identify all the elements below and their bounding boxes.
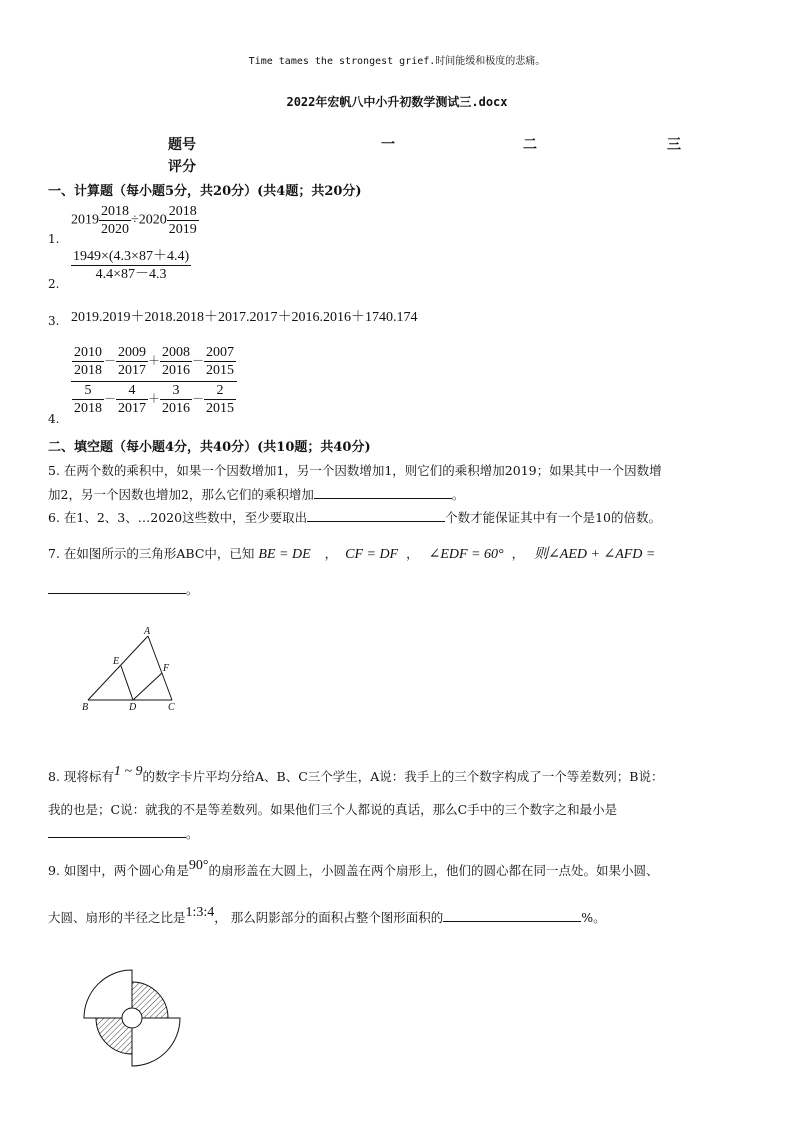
q4-bottom-fraction: $\frac{4}{2017}$: [118, 383, 147, 416]
q8-line1: 8. 现将标有1 ~ 9的数字卡片平均分给A、B、C三个学生，A说：我手上的三个数字构成了一个等差数列；B说：: [48, 764, 664, 784]
q5-answer-blank[interactable]: [314, 486, 452, 499]
section2-heading: 二、填空题（每小题4分，共40分）(共10题；共40分): [48, 440, 371, 455]
header-note: Time tames the strongest grief.时间能缓和极度的悲痛。: [248, 56, 546, 67]
q9-answer-blank[interactable]: [443, 909, 581, 922]
q3-number: 3.: [48, 314, 60, 328]
q6-answer-blank[interactable]: [307, 509, 445, 522]
q9-circle-figure: [80, 966, 184, 1070]
q9-line1: 9. 如图中，两个圆心角是90°的扇形盖在大圆上，小圆盖在两个扇形上，他们的圆心都在同一点处。如果小圆、: [48, 858, 659, 878]
score-table-col-2: 二: [523, 137, 537, 153]
q4-top-op: －: [192, 353, 205, 368]
q4-bottom-op: ＋: [148, 391, 161, 406]
q4-bottom-op: －: [192, 391, 205, 406]
q4-expression: [71, 344, 237, 419]
label-d: D: [129, 702, 137, 713]
q9-angle: 90°: [188, 858, 209, 873]
q4-big-denominator: [71, 382, 237, 419]
q1-b-whole: 2020: [138, 212, 167, 228]
q2-fraction: $\frac{1949\times(4.3\times 87+4.4)}{4.4\times 87-4.3}$: [73, 249, 190, 282]
score-table-col-label: 题号: [168, 137, 196, 153]
q4-top-fraction: $\frac{2008}{2016}$: [162, 345, 191, 378]
q1-b-fraction: $\frac{2018}{2019}$: [168, 204, 197, 237]
q5-line1: 5. 在两个数的乘积中，如果一个因数增加1，另一个因数增加1，则它们的乘积增加2019；如果其中一个因数增: [48, 463, 662, 478]
q7-question: 则∠AED + ∠AFD =: [534, 547, 656, 562]
document-title: 2022年宏帆八中小升初数学测试三.docx: [286, 95, 508, 109]
q4-top-fraction: $\frac{2010}{2018}$: [74, 345, 102, 378]
small-circle: [122, 1008, 142, 1028]
q4-top-fraction: $\frac{2009}{2017}$: [118, 345, 147, 378]
q4-bottom-op: －: [104, 391, 117, 406]
q7-condition-1: BE = DE: [258, 547, 311, 562]
q4-top-op: ＋: [148, 353, 161, 368]
label-b: B: [82, 702, 89, 713]
score-table-col-3: 三: [667, 137, 681, 153]
section1-heading: 一、计算题（每小题5分，共20分）(共4题；共20分): [48, 184, 362, 199]
q4-big-numerator: [71, 344, 237, 382]
score-table-col-1: 一: [381, 137, 395, 153]
segment-de: [121, 666, 133, 700]
q7-answer-blank[interactable]: [48, 581, 186, 594]
q8-line2: 我的也是；C说：就我的不是等差数列。如果他们三个人都说的真话，那么C手中的三个数字之和最小是: [48, 802, 618, 817]
q7-condition-2: CF = DF: [345, 547, 399, 562]
q7-condition-3: ∠EDF = 60°: [428, 547, 504, 562]
q7-answer-line: 。: [48, 580, 199, 598]
q4-big-fraction: [71, 344, 237, 419]
triangle-side-ba: [88, 636, 148, 700]
label-f: F: [163, 663, 170, 674]
score-table-row-label: 评分: [168, 159, 196, 175]
q4-number: 4.: [48, 412, 60, 426]
q3-expression: 2019.2019＋2018.2018＋2017.2017＋2016.2016＋1740.174: [71, 310, 418, 325]
segment-df: [133, 673, 162, 700]
q8-answer-line: 。: [48, 824, 199, 842]
q1-a-fraction: $\frac{2018}{2020}$: [101, 204, 129, 237]
q1-a-whole: 2019: [71, 212, 99, 228]
q9-ratio: 1:3:4: [185, 905, 215, 920]
q4-top-op: －: [104, 353, 117, 368]
q4-bottom-fraction: $\frac{3}{2016}$: [162, 383, 191, 416]
q1-expression: [71, 203, 199, 238]
q8-range: 1 ~ 9: [113, 764, 143, 779]
q1-op: ÷: [131, 212, 139, 228]
q2-number: 2.: [48, 277, 60, 291]
q4-bottom-fraction: $\frac{2}{2015}$: [206, 383, 235, 416]
q6-line: 6. 在1、2、3、…2020这些数中，至少要取出 个数才能保证其中有一个是10的倍数。: [48, 510, 661, 525]
label-a: A: [144, 626, 151, 637]
q1-number: 1.: [48, 232, 60, 246]
q8-answer-blank[interactable]: [48, 825, 186, 838]
q2-expression: [71, 248, 191, 283]
q9-line2: 大圆、扇形的半径之比是1:3:4， 那么阴影部分的面积占整个图形面积的 %。: [48, 905, 606, 925]
q7-line: 7. 在如图所示的三角形ABC中，已知 BE = DE ， CF = DF ， ∠EDF = 60° ， 则∠AED + ∠AFD =: [48, 546, 656, 562]
label-e: E: [113, 656, 120, 667]
q4-top-fraction: $\frac{2007}{2015}$: [206, 345, 235, 378]
q5-line2: 加2，另一个因数也增加2，那么它们的乘积增加 。: [48, 487, 465, 502]
q4-bottom-fraction: $\frac{5}{2018}$: [74, 383, 102, 416]
label-c: C: [168, 702, 175, 713]
q7-triangle-figure: [78, 624, 188, 716]
